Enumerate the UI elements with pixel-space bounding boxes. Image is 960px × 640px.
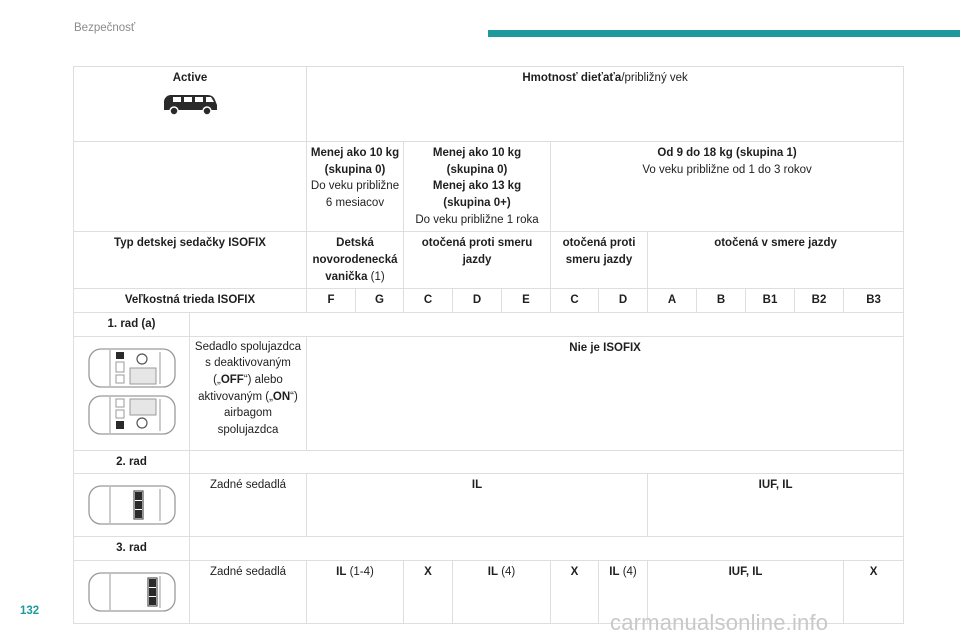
row3-value-6: IUF, IL [648,561,844,624]
weight-header [307,67,904,142]
row3-value-5-bold: IL [609,566,620,579]
size-class: B1 [746,289,795,313]
type-forward-facing: otočená v smere jazdy [648,232,904,289]
front-seat-text-1: Sedadlo spolujazdca s deaktivovaným („ [194,340,302,387]
car-top-airbag-off-icon [86,346,178,390]
type-cradle [307,232,404,289]
watermark: carmanualsonline.info [610,610,829,635]
weight-header-rest: /približný vek [621,72,688,84]
group0-cell [307,142,404,232]
group0-line2: (skupina 0) [324,163,386,176]
group0-line1: Menej ako 10 kg [310,147,400,159]
section-accent-bar [488,30,960,37]
row3-seat-diagram [74,561,190,624]
row3-value-1-bold: IL [336,566,347,579]
type-cradle-note: (1) [370,270,385,283]
row3-value-7: X [844,561,904,624]
row3-value-5-note: (4) [622,566,637,579]
row3-value-3-note: (4) [501,566,516,579]
row3-value-3 [453,561,551,624]
row2-seat-description: Zadné sedadlá [190,474,307,537]
row1-value: Nie je ISOFIX [307,336,904,450]
type-label: Typ detskej sedačky ISOFIX [74,232,307,289]
active-cell [74,67,307,142]
row3-seat-description: Zadné sedadlá [190,561,307,624]
car-top-row3-icon [86,570,178,614]
group0plus-line2: (skupina 0) [446,163,508,176]
group0plus-line5: Do veku približne 1 roka [415,213,539,226]
size-class: G [356,289,404,313]
size-class: E [502,289,551,313]
type-cradle-bold: Detská novorodenecká vanička [312,237,398,283]
group1-line2: Vo veku približne od 1 do 3 rokov [642,163,812,176]
group0plus-line1: Menej ako 10 kg [432,147,522,159]
van-side-icon [160,90,220,116]
front-seat-text-2: “) alebo aktivovaným („ [198,374,283,403]
airbag-off-label: OFF [220,374,244,387]
size-class: A [648,289,697,313]
size-class: B [697,289,746,313]
group0-line3: Do veku približne [310,180,400,193]
row3-label: 3. rad [74,537,190,561]
row2-seat-diagram [74,474,190,537]
airbag-on-label: ON [272,390,291,403]
empty-cell [190,537,904,561]
row3-value-2: X [404,561,453,624]
type-rear-facing: otočená proti smeru jazdy [404,232,551,289]
row3-value-1 [307,561,404,624]
group1-cell [551,142,904,232]
car-top-row2-icon [86,483,178,527]
car-top-airbag-on-icon [86,393,178,437]
row3-value-3-bold: IL [487,566,498,579]
front-seat-diagrams [74,336,190,450]
front-seat-description [190,336,307,450]
empty-cell [190,313,904,337]
row2-value-a: IL [307,474,648,537]
row3-value-4: X [551,561,599,624]
group0plus-line3: Menej ako 13 kg [432,180,522,193]
row1-label: 1. rad (a) [74,313,190,337]
group1-line1: Od 9 do 18 kg (skupina 1) [657,147,797,159]
section-title: Bezpečnosť [74,22,136,34]
row3-value-1-note: (1-4) [349,566,374,579]
group0plus-line4: (skupina 0+) [443,197,511,210]
size-class: B3 [844,289,904,313]
row2-label: 2. rad [74,450,190,474]
row2-value-b: IUF, IL [648,474,904,537]
empty-cell [74,142,307,232]
size-class: B2 [795,289,844,313]
weight-header-bold: Hmotnosť dieťaťa [522,72,622,84]
group0plus-cell [404,142,551,232]
group0-line4: 6 mesiacov [325,197,385,210]
isofix-table [73,66,904,624]
size-class: D [453,289,502,313]
empty-cell [190,450,904,474]
active-label: Active [172,72,208,84]
type-rear-facing-2: otočená proti smeru jazdy [551,232,648,289]
size-class: C [404,289,453,313]
front-seat-text-3: “) airbagom spolujazdca [217,390,298,437]
page-number: 132 [20,605,40,617]
size-label: Veľkostná trieda ISOFIX [74,289,307,313]
size-class: C [551,289,599,313]
size-class: D [599,289,648,313]
size-class: F [307,289,356,313]
